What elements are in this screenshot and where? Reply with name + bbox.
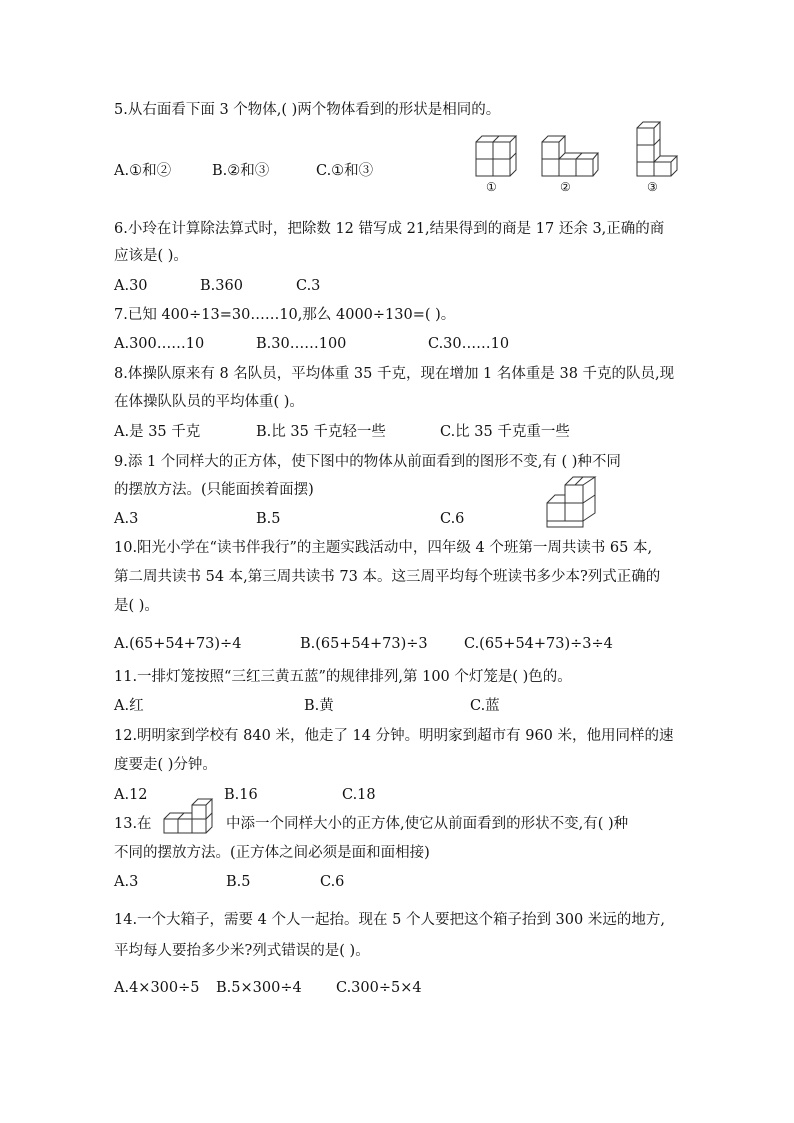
q6-option-b: B.360 (200, 278, 243, 294)
q8-option-c: C.比 35 千克重一些 (440, 424, 570, 440)
q14-line-2: 平均每人要抬多少米?列式错误的是( )。 (114, 943, 370, 959)
q10-line-1: 10.阳光小学在“读书伴我行”的主题实践活动中，四年级 4 个班第一周共读书 65 本, (114, 540, 653, 556)
q13-line-2: 不同的摆放方法。(正方体之间必须是面和面相接) (114, 845, 430, 861)
q10-option-b: B.(65+54+73)÷3 (300, 636, 428, 652)
q11-option-a: A.红 (114, 698, 144, 714)
q14-line-1: 14.一个大箱子，需要 4 个人一起抬。现在 5 个人要把这个箱子抬到 300 米远的地方, (114, 912, 665, 928)
q13-option-a: A.3 (114, 874, 139, 890)
q9-line-1: 9.添 1 个同样大的正方体，使下图中的物体从前面看到的图形不变,有 ( )种不同 (114, 454, 621, 470)
q5-figure-1 (470, 130, 520, 178)
q13-stem-pre: 13.在 (114, 816, 152, 832)
q14-option-b: B.5×300÷4 (216, 980, 302, 996)
q10-line-3: 是( )。 (114, 598, 159, 614)
q8-option-b: B.比 35 千克轻一些 (256, 424, 386, 440)
q12-option-a: A.12 (114, 787, 148, 803)
q5-figure-2-label: ② (560, 180, 571, 194)
q10-option-c: C.(65+54+73)÷3÷4 (464, 636, 613, 652)
q6-option-c: C.3 (296, 278, 321, 294)
q5-figure-2 (540, 134, 598, 178)
q9-option-b: B.5 (256, 511, 281, 527)
q11-option-b: B.黄 (304, 698, 334, 714)
q8-line-1: 8.体操队原来有 8 名队员，平均体重 35 千克，现在增加 1 名体重是 38 千克的队员,现 (114, 366, 675, 382)
q11-option-c: C.蓝 (470, 698, 500, 714)
q9-figure (545, 473, 597, 529)
q6-option-a: A.30 (114, 278, 148, 294)
q5-option-c: C.①和③ (316, 163, 374, 179)
q7-option-c: C.30……10 (428, 336, 510, 352)
q5-stem: 5.从右面看下面 3 个物体,( )两个物体看到的形状是相同的。 (114, 102, 501, 118)
q7-option-a: A.300……10 (114, 336, 205, 352)
q10-option-a: A.(65+54+73)÷4 (114, 636, 242, 652)
q10-line-2: 第二周共读书 54 本,第三周共读书 73 本。这三周平均每个班读书多少本?列式正确的 (114, 569, 661, 585)
q7-option-b: B.30……100 (256, 336, 347, 352)
q5-option-b: B.②和③ (212, 163, 270, 179)
q8-line-2: 在体操队队员的平均体重( )。 (114, 394, 304, 410)
q5-figure-3 (633, 120, 679, 178)
q9-line-2: 的摆放方法。(只能面挨着面摆) (114, 482, 314, 498)
q14-option-c: C.300÷5×4 (336, 980, 422, 996)
q11-stem: 11.一排灯笼按照“三红三黄五蓝”的规律排列,第 100 个灯笼是( )色的。 (114, 669, 572, 685)
q12-line-1: 12.明明家到学校有 840 米，他走了 14 分钟。明明家到超市有 960 米，他用同样的速 (114, 728, 674, 744)
q7-stem: 7.已知 400÷13=30……10,那么 4000÷130=( )。 (114, 307, 456, 323)
q13-option-b: B.5 (226, 874, 251, 890)
q8-option-a: A.是 35 千克 (114, 424, 201, 440)
q6-line-1: 6.小玲在计算除法算式时，把除数 12 错写成 21,结果得到的商是 17 还余 3,正确的商 (114, 221, 665, 237)
q12-line-2: 度要走( )分钟。 (114, 757, 217, 773)
q9-option-c: C.6 (440, 511, 465, 527)
q5-figure-3-label: ③ (647, 180, 658, 194)
q13-stem-post: 中添一个同样大小的正方体,使它从前面看到的形状不变,有( )种 (226, 816, 629, 832)
q12-option-b: B.16 (224, 787, 258, 803)
q5-option-a: A.①和② (114, 163, 172, 179)
q6-line-2: 应该是( )。 (114, 248, 188, 264)
q12-option-c: C.18 (342, 787, 376, 803)
q5-figure-1-label: ① (486, 180, 497, 194)
q13-option-c: C.6 (320, 874, 345, 890)
q13-figure (160, 797, 216, 837)
q14-option-a: A.4×300÷5 (114, 980, 200, 996)
q9-option-a: A.3 (114, 511, 139, 527)
